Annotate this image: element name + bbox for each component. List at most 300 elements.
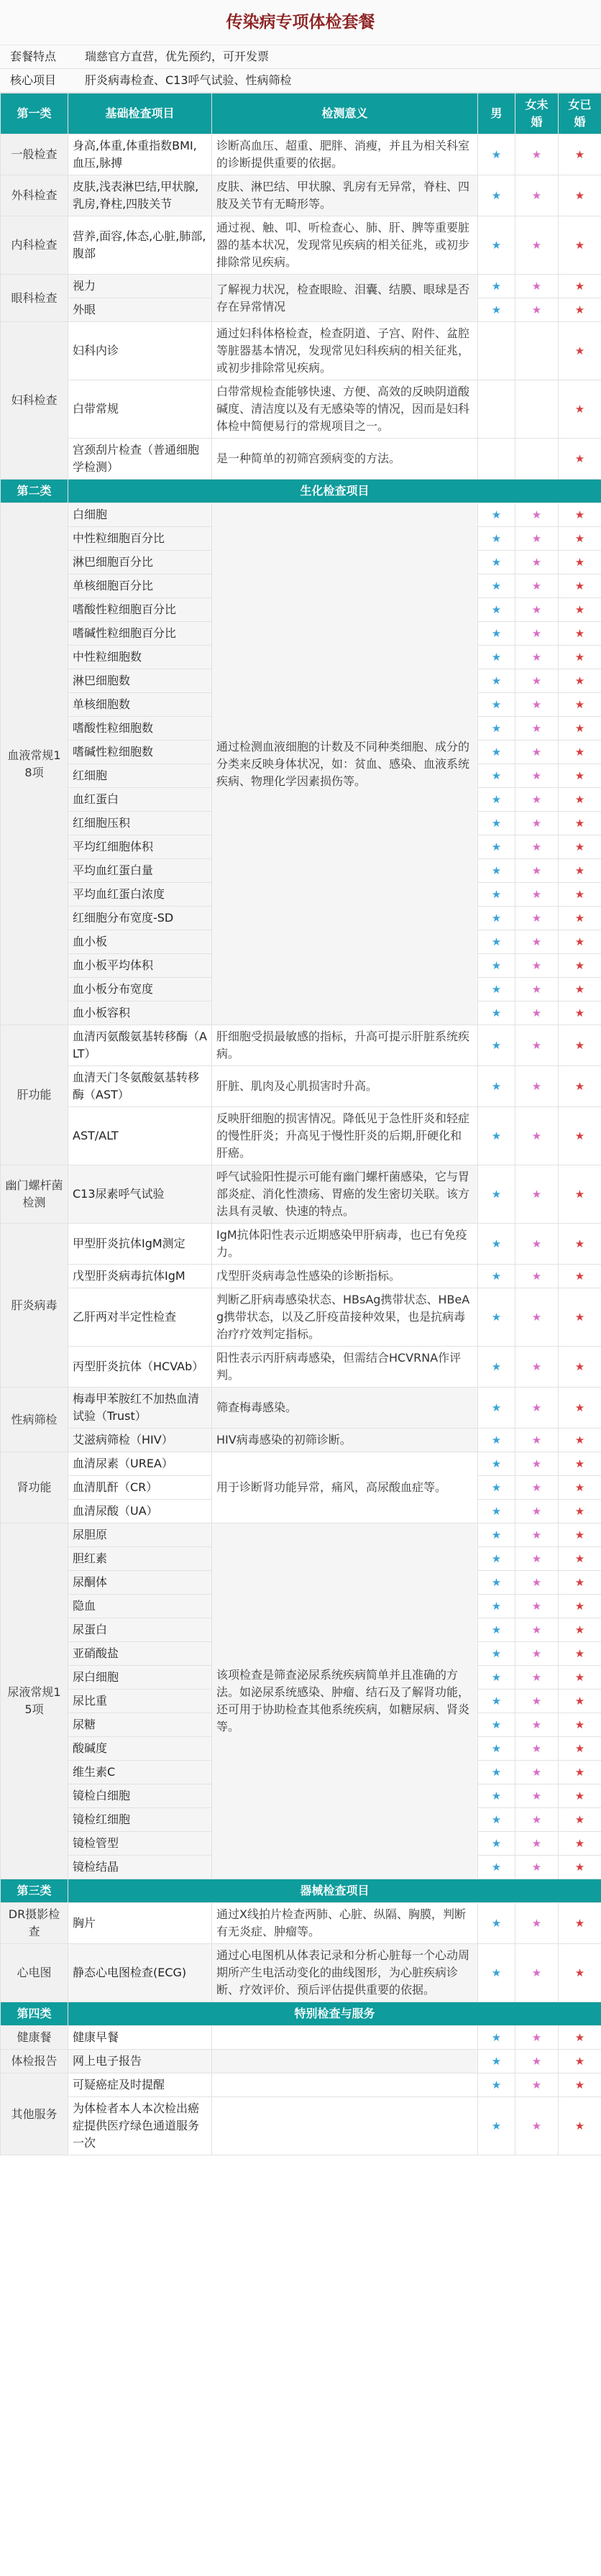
row-meaning: 是一种简单的初筛宫颈病变的方法。 <box>212 439 478 480</box>
row-meaning: HIV病毒感染的初筛诊断。 <box>212 1429 478 1452</box>
female-married-star-icon: ★ <box>559 835 601 859</box>
female-married-star-icon: ★ <box>559 1107 601 1165</box>
table-row <box>1 1452 601 1476</box>
female-married-star-icon: ★ <box>559 503 601 527</box>
male-star-icon: ★ <box>478 275 515 298</box>
male-star-icon: ★ <box>478 1713 515 1737</box>
male-star-icon: ★ <box>478 1452 515 1476</box>
row-item: 嗜碱性粒细胞百分比 <box>68 622 212 646</box>
male-star-icon: ★ <box>478 1476 515 1500</box>
female-unmarried-star-icon <box>515 439 559 480</box>
row-item: 血清尿素（UREA） <box>68 1452 212 1476</box>
male-star-icon: ★ <box>478 669 515 693</box>
female-unmarried-star-icon: ★ <box>515 1165 559 1224</box>
row-category: 体检报告 <box>1 2050 68 2073</box>
info-label: 套餐特点 <box>10 50 57 63</box>
row-item: 可疑癌症及时提醒 <box>68 2073 212 2097</box>
info-value: 肝炎病毒检查、C13呼气试验、性病筛检 <box>85 73 292 87</box>
female-unmarried-star-icon: ★ <box>515 693 559 717</box>
row-item: 嗜碱性粒细胞数 <box>68 741 212 764</box>
row-item: 单核细胞百分比 <box>68 574 212 598</box>
male-star-icon: ★ <box>478 1265 515 1288</box>
row-item: 营养,面容,体态,心脏,肺部,腹部 <box>68 216 212 275</box>
male-star-icon: ★ <box>478 298 515 322</box>
row-category: 肝功能 <box>1 1025 68 1165</box>
female-married-star-icon: ★ <box>559 978 601 1001</box>
male-star-icon: ★ <box>478 907 515 930</box>
female-unmarried-star-icon: ★ <box>515 954 559 978</box>
row-item: 妇科内诊 <box>68 322 212 380</box>
row-category: 健康餐 <box>1 2026 68 2050</box>
row-item: 镜检结晶 <box>68 1856 212 1879</box>
row-item: 血清丙氨酸氨基转移酶（ALT） <box>68 1025 212 1066</box>
row-item: 血小板 <box>68 930 212 954</box>
female-married-star-icon: ★ <box>559 175 601 216</box>
female-unmarried-star-icon: ★ <box>515 1571 559 1595</box>
male-star-icon: ★ <box>478 2050 515 2073</box>
female-married-star-icon: ★ <box>559 1737 601 1761</box>
row-category: 肝炎病毒 <box>1 1224 68 1388</box>
row-item: 丙型肝炎抗体（HCVAb） <box>68 1347 212 1388</box>
section-title: 特别检查与服务 <box>68 2002 601 2026</box>
male-star-icon <box>478 380 515 439</box>
male-star-icon: ★ <box>478 1523 515 1547</box>
male-star-icon: ★ <box>478 2026 515 2050</box>
row-item: 乙肝两对半定性检查 <box>68 1288 212 1347</box>
male-star-icon: ★ <box>478 1737 515 1761</box>
row-meaning: 肝脏、肌肉及心肌损害时升高。 <box>212 1066 478 1107</box>
female-married-star-icon: ★ <box>559 1713 601 1737</box>
female-married-star-icon: ★ <box>559 954 601 978</box>
female-married-star-icon: ★ <box>559 2026 601 2050</box>
male-star-icon: ★ <box>478 1690 515 1713</box>
female-unmarried-star-icon: ★ <box>515 527 559 551</box>
female-married-star-icon: ★ <box>559 1666 601 1690</box>
table-row <box>1 1903 601 1944</box>
female-unmarried-star-icon: ★ <box>515 574 559 598</box>
female-unmarried-star-icon: ★ <box>515 1595 559 1618</box>
female-unmarried-star-icon: ★ <box>515 1737 559 1761</box>
male-star-icon: ★ <box>478 1618 515 1642</box>
female-unmarried-star-icon: ★ <box>515 1452 559 1476</box>
female-unmarried-star-icon: ★ <box>515 1347 559 1388</box>
table-row <box>1 1107 601 1165</box>
table-row <box>1 134 601 175</box>
female-unmarried-star-icon: ★ <box>515 1224 559 1265</box>
male-star-icon: ★ <box>478 622 515 646</box>
female-married-star-icon: ★ <box>559 439 601 480</box>
female-unmarried-star-icon: ★ <box>515 646 559 669</box>
row-category: 其他服务 <box>1 2073 68 2155</box>
section-header <box>1 1879 601 1903</box>
male-star-icon: ★ <box>478 741 515 764</box>
female-unmarried-star-icon <box>515 380 559 439</box>
male-star-icon: ★ <box>478 574 515 598</box>
female-unmarried-star-icon: ★ <box>515 859 559 883</box>
male-star-icon: ★ <box>478 1832 515 1856</box>
male-star-icon: ★ <box>478 175 515 216</box>
male-star-icon: ★ <box>478 1347 515 1388</box>
row-item: 血清天门冬氨酸氨基转移酶（AST） <box>68 1066 212 1107</box>
row-item: 维生素C <box>68 1761 212 1784</box>
row-meaning: 通过X线拍片检查两肺、心脏、纵隔、胸膜，判断有无炎症、肿瘤等。 <box>212 1903 478 1944</box>
male-star-icon: ★ <box>478 764 515 788</box>
female-unmarried-star-icon: ★ <box>515 134 559 175</box>
section-label: 第二类 <box>1 480 68 503</box>
male-star-icon: ★ <box>478 551 515 574</box>
male-star-icon <box>478 439 515 480</box>
row-meaning: 呼气试验阳性提示可能有幽门螺杆菌感染，它与胃部炎症、消化性溃疡、胃癌的发生密切关联。该方法具有灵敏、快速的特点。 <box>212 1165 478 1224</box>
female-married-star-icon: ★ <box>559 1429 601 1452</box>
row-category: 幽门螺杆菌检测 <box>1 1165 68 1224</box>
female-unmarried-star-icon: ★ <box>515 1265 559 1288</box>
female-married-star-icon: ★ <box>559 859 601 883</box>
female-unmarried-star-icon: ★ <box>515 175 559 216</box>
row-meaning: 白带常规检查能够快速、方便、高效的反映阴道酸碱度、清洁度以及有无感染等的情况，因而是妇科体检中简便易行的常规项目之一。 <box>212 380 478 439</box>
female-married-star-icon: ★ <box>559 1856 601 1879</box>
row-item: 尿蛋白 <box>68 1618 212 1642</box>
row-item: 红细胞 <box>68 764 212 788</box>
female-married-star-icon: ★ <box>559 134 601 175</box>
row-item: 平均红细胞体积 <box>68 835 212 859</box>
table-row <box>1 1224 601 1265</box>
table-row <box>1 216 601 275</box>
male-star-icon: ★ <box>478 1025 515 1066</box>
section-title: 生化检查项目 <box>68 480 601 503</box>
row-item: 血小板分布宽度 <box>68 978 212 1001</box>
female-married-star-icon: ★ <box>559 741 601 764</box>
row-category: 妇科检查 <box>1 322 68 480</box>
row-item: 红细胞压积 <box>68 812 212 835</box>
male-star-icon: ★ <box>478 883 515 907</box>
row-item: 静态心电图检查(ECG) <box>68 1944 212 2002</box>
male-star-icon: ★ <box>478 1944 515 2002</box>
male-star-icon: ★ <box>478 1066 515 1107</box>
header-female-married: 女已婚 <box>559 93 601 134</box>
row-item: 嗜酸性粒细胞数 <box>68 717 212 741</box>
header-category: 第一类 <box>1 93 68 134</box>
row-item: 身高,体重,体重指数BMI,血压,脉搏 <box>68 134 212 175</box>
row-category: DR摄影检查 <box>1 1903 68 1944</box>
female-unmarried-star-icon: ★ <box>515 1618 559 1642</box>
row-meaning: 了解视力状况，检查眼睑、泪囊、结膜、眼球是否存在异常情况 <box>212 275 478 322</box>
section-label: 第四类 <box>1 2002 68 2026</box>
female-unmarried-star-icon: ★ <box>515 930 559 954</box>
female-married-star-icon: ★ <box>559 1832 601 1856</box>
female-married-star-icon: ★ <box>559 907 601 930</box>
row-item: 血小板平均体积 <box>68 954 212 978</box>
row-meaning: 筛查梅毒感染。 <box>212 1388 478 1429</box>
row-item: 白带常规 <box>68 380 212 439</box>
row-meaning: 诊断高血压、超重、肥胖、消瘦，并且为相关科室的诊断提供重要的依据。 <box>212 134 478 175</box>
table-row <box>1 2097 601 2155</box>
row-meaning: 用于诊断肾功能异常，痛风，高尿酸血症等。 <box>212 1452 478 1523</box>
table-row <box>1 1429 601 1452</box>
female-unmarried-star-icon: ★ <box>515 788 559 812</box>
female-married-star-icon: ★ <box>559 380 601 439</box>
row-meaning: 判断乙肝病毒感染状态、HBsAg携带状态、HBeAg携带状态，以及乙肝疫苗接种效果，也是抗病毒治疗疗效判定指标。 <box>212 1288 478 1347</box>
table-row <box>1 322 601 380</box>
female-married-star-icon: ★ <box>559 216 601 275</box>
header-female-unmarried: 女未婚 <box>515 93 559 134</box>
female-married-star-icon: ★ <box>559 2073 601 2097</box>
female-married-star-icon: ★ <box>559 669 601 693</box>
female-married-star-icon: ★ <box>559 1452 601 1476</box>
male-star-icon: ★ <box>478 2097 515 2155</box>
male-star-icon: ★ <box>478 1288 515 1347</box>
male-star-icon: ★ <box>478 1165 515 1224</box>
row-meaning: 该项检查是筛查泌尿系统疾病简单并且准确的方法。如泌尿系统感染、肿瘤、结石及了解肾功能，还可用于协助检查其他系统疾病，如糖尿病、肾炎等。 <box>212 1523 478 1879</box>
row-item: 网上电子报告 <box>68 2050 212 2073</box>
female-married-star-icon: ★ <box>559 1165 601 1224</box>
female-married-star-icon: ★ <box>559 1265 601 1288</box>
male-star-icon <box>478 322 515 380</box>
info-value: 瑞慈官方直营，优先预约，可开发票 <box>85 50 270 63</box>
male-star-icon: ★ <box>478 646 515 669</box>
female-unmarried-star-icon: ★ <box>515 1523 559 1547</box>
male-star-icon: ★ <box>478 1856 515 1879</box>
row-meaning: IgM抗体阳性表示近期感染甲肝病毒，也已有免疫力。 <box>212 1224 478 1265</box>
row-category: 心电图 <box>1 1944 68 2002</box>
row-item: 视力 <box>68 275 212 298</box>
row-meaning: 戊型肝炎病毒急性感染的诊断指标。 <box>212 1265 478 1288</box>
female-married-star-icon: ★ <box>559 1388 601 1429</box>
female-married-star-icon: ★ <box>559 1903 601 1944</box>
row-item: 镜检管型 <box>68 1832 212 1856</box>
table-row <box>1 1944 601 2002</box>
female-unmarried-star-icon: ★ <box>515 1666 559 1690</box>
female-unmarried-star-icon: ★ <box>515 1832 559 1856</box>
female-unmarried-star-icon: ★ <box>515 1856 559 1879</box>
female-married-star-icon: ★ <box>559 1784 601 1808</box>
row-item: 单核细胞数 <box>68 693 212 717</box>
row-item: 中性粒细胞百分比 <box>68 527 212 551</box>
table-row <box>1 1066 601 1107</box>
table-row <box>1 1388 601 1429</box>
row-category: 眼科检查 <box>1 275 68 322</box>
female-unmarried-star-icon: ★ <box>515 2026 559 2050</box>
row-item: 淋巴细胞数 <box>68 669 212 693</box>
header-item: 基础检查项目 <box>68 93 212 134</box>
female-unmarried-star-icon: ★ <box>515 216 559 275</box>
row-meaning <box>212 2026 478 2050</box>
female-married-star-icon: ★ <box>559 1001 601 1025</box>
female-unmarried-star-icon: ★ <box>515 669 559 693</box>
male-star-icon: ★ <box>478 216 515 275</box>
male-star-icon: ★ <box>478 1808 515 1832</box>
female-married-star-icon: ★ <box>559 1761 601 1784</box>
male-star-icon: ★ <box>478 527 515 551</box>
row-meaning: 肝细胞受损最敏感的指标，升高可提示肝脏系统疾病。 <box>212 1025 478 1066</box>
female-married-star-icon: ★ <box>559 930 601 954</box>
female-unmarried-star-icon: ★ <box>515 1476 559 1500</box>
row-meaning: 通过视、触、叩、听检查心、肺、肝、脾等重要脏器的基本状况，发现常见疾病的相关征兆，或初步排除常见疾病。 <box>212 216 478 275</box>
male-star-icon: ★ <box>478 1001 515 1025</box>
female-married-star-icon: ★ <box>559 2050 601 2073</box>
row-item: 血红蛋白 <box>68 788 212 812</box>
row-item: 隐血 <box>68 1595 212 1618</box>
row-item: 血小板容积 <box>68 1001 212 1025</box>
female-unmarried-star-icon <box>515 322 559 380</box>
row-item: 血清尿酸（UA） <box>68 1500 212 1523</box>
female-unmarried-star-icon: ★ <box>515 551 559 574</box>
section-title: 器械检查项目 <box>68 1879 601 1903</box>
male-star-icon: ★ <box>478 1429 515 1452</box>
female-married-star-icon: ★ <box>559 1476 601 1500</box>
row-item: 平均血红蛋白浓度 <box>68 883 212 907</box>
female-unmarried-star-icon: ★ <box>515 1429 559 1452</box>
row-item: 胆红素 <box>68 1547 212 1571</box>
female-married-star-icon: ★ <box>559 717 601 741</box>
male-star-icon: ★ <box>478 788 515 812</box>
female-married-star-icon: ★ <box>559 1347 601 1388</box>
female-married-star-icon: ★ <box>559 883 601 907</box>
female-married-star-icon: ★ <box>559 1224 601 1265</box>
male-star-icon: ★ <box>478 1666 515 1690</box>
female-married-star-icon: ★ <box>559 298 601 322</box>
row-meaning <box>212 2073 478 2097</box>
female-married-star-icon: ★ <box>559 1025 601 1066</box>
male-star-icon: ★ <box>478 1388 515 1429</box>
row-item: AST/ALT <box>68 1107 212 1165</box>
female-married-star-icon: ★ <box>559 1690 601 1713</box>
row-item: 尿胆原 <box>68 1523 212 1547</box>
female-unmarried-star-icon: ★ <box>515 907 559 930</box>
row-item: 平均血红蛋白量 <box>68 859 212 883</box>
table-row <box>1 2050 601 2073</box>
table-row <box>1 1265 601 1288</box>
row-category: 血液常规18项 <box>1 503 68 1025</box>
section-header <box>1 2002 601 2026</box>
male-star-icon: ★ <box>478 859 515 883</box>
row-meaning <box>212 2097 478 2155</box>
female-unmarried-star-icon: ★ <box>515 1107 559 1165</box>
female-unmarried-star-icon: ★ <box>515 1001 559 1025</box>
row-item: 红细胞分布宽度-SD <box>68 907 212 930</box>
female-unmarried-star-icon: ★ <box>515 275 559 298</box>
row-category: 一般检查 <box>1 134 68 175</box>
table-row <box>1 1165 601 1224</box>
section-label: 第三类 <box>1 1879 68 1903</box>
row-item: 尿糖 <box>68 1713 212 1737</box>
male-star-icon: ★ <box>478 1224 515 1265</box>
female-unmarried-star-icon: ★ <box>515 1066 559 1107</box>
female-married-star-icon: ★ <box>559 1642 601 1666</box>
info-row <box>0 45 601 69</box>
row-category: 外科检查 <box>1 175 68 216</box>
header-male: 男 <box>478 93 515 134</box>
row-meaning: 皮肤、淋巴结、甲状腺、乳房有无异常，脊柱、四肢及关节有无畸形等。 <box>212 175 478 216</box>
male-star-icon: ★ <box>478 835 515 859</box>
female-unmarried-star-icon: ★ <box>515 1784 559 1808</box>
info-row <box>0 69 601 93</box>
male-star-icon: ★ <box>478 1571 515 1595</box>
male-star-icon: ★ <box>478 503 515 527</box>
male-star-icon: ★ <box>478 1761 515 1784</box>
table-row <box>1 1288 601 1347</box>
female-married-star-icon: ★ <box>559 1595 601 1618</box>
female-married-star-icon: ★ <box>559 551 601 574</box>
female-unmarried-star-icon: ★ <box>515 2097 559 2155</box>
row-item: 为体检者本人本次检出癌症提供医疗绿色通道服务一次 <box>68 2097 212 2155</box>
male-star-icon: ★ <box>478 1595 515 1618</box>
female-married-star-icon: ★ <box>559 622 601 646</box>
row-item: C13尿素呼气试验 <box>68 1165 212 1224</box>
female-unmarried-star-icon: ★ <box>515 764 559 788</box>
row-item: 中性粒细胞数 <box>68 646 212 669</box>
female-unmarried-star-icon: ★ <box>515 1944 559 2002</box>
female-married-star-icon: ★ <box>559 1808 601 1832</box>
table-row <box>1 439 601 480</box>
row-item: 白细胞 <box>68 503 212 527</box>
female-married-star-icon: ★ <box>559 1618 601 1642</box>
female-unmarried-star-icon: ★ <box>515 1903 559 1944</box>
female-married-star-icon: ★ <box>559 646 601 669</box>
row-item: 亚硝酸盐 <box>68 1642 212 1666</box>
male-star-icon: ★ <box>478 134 515 175</box>
female-married-star-icon: ★ <box>559 1571 601 1595</box>
male-star-icon: ★ <box>478 1547 515 1571</box>
table-row <box>1 503 601 527</box>
female-unmarried-star-icon: ★ <box>515 1690 559 1713</box>
male-star-icon: ★ <box>478 1784 515 1808</box>
row-item: 戊型肝炎病毒抗体IgM <box>68 1265 212 1288</box>
female-unmarried-star-icon: ★ <box>515 835 559 859</box>
male-star-icon: ★ <box>478 1642 515 1666</box>
row-item: 外眼 <box>68 298 212 322</box>
female-married-star-icon: ★ <box>559 1066 601 1107</box>
row-item: 血清肌酐（CR） <box>68 1476 212 1500</box>
row-item: 淋巴细胞百分比 <box>68 551 212 574</box>
female-unmarried-star-icon: ★ <box>515 598 559 622</box>
female-unmarried-star-icon: ★ <box>515 298 559 322</box>
row-item: 梅毒甲苯胺红不加热血清试验（Trust） <box>68 1388 212 1429</box>
page-title: 传染病专项体检套餐 <box>0 0 601 45</box>
row-item: 甲型肝炎抗体IgM测定 <box>68 1224 212 1265</box>
female-married-star-icon: ★ <box>559 1288 601 1347</box>
female-married-star-icon: ★ <box>559 1523 601 1547</box>
female-married-star-icon: ★ <box>559 1500 601 1523</box>
female-unmarried-star-icon: ★ <box>515 1388 559 1429</box>
package-table <box>0 93 601 2155</box>
row-meaning: 反映肝细胞的损害情况。降低见于急性肝炎和轻症的慢性肝炎；升高见于慢性肝炎的后期,肝硬化和肝癌。 <box>212 1107 478 1165</box>
male-star-icon: ★ <box>478 1500 515 1523</box>
female-unmarried-star-icon: ★ <box>515 883 559 907</box>
female-married-star-icon: ★ <box>559 1944 601 2002</box>
table-row <box>1 275 601 298</box>
female-married-star-icon: ★ <box>559 275 601 298</box>
row-meaning <box>212 2050 478 2073</box>
row-category: 肾功能 <box>1 1452 68 1523</box>
female-unmarried-star-icon: ★ <box>515 1761 559 1784</box>
table-row <box>1 2073 601 2097</box>
male-star-icon: ★ <box>478 598 515 622</box>
female-unmarried-star-icon: ★ <box>515 717 559 741</box>
row-meaning: 通过检测血液细胞的计数及不同种类细胞、成分的分类来反映身体状况，如：贫血、感染、血液系统疾病、物理化学因素损伤等。 <box>212 503 478 1025</box>
female-unmarried-star-icon: ★ <box>515 2073 559 2097</box>
male-star-icon: ★ <box>478 930 515 954</box>
row-item: 皮肤,浅表淋巴结,甲状腺,乳房,脊柱,四肢关节 <box>68 175 212 216</box>
row-item: 镜检白细胞 <box>68 1784 212 1808</box>
male-star-icon: ★ <box>478 978 515 1001</box>
female-unmarried-star-icon: ★ <box>515 1025 559 1066</box>
row-meaning: 阳性表示丙肝病毒感染，但需结合HCVRNA作评判。 <box>212 1347 478 1388</box>
table-row <box>1 1025 601 1066</box>
table-row <box>1 380 601 439</box>
row-category: 内科检查 <box>1 216 68 275</box>
row-item: 尿比重 <box>68 1690 212 1713</box>
female-married-star-icon: ★ <box>559 764 601 788</box>
